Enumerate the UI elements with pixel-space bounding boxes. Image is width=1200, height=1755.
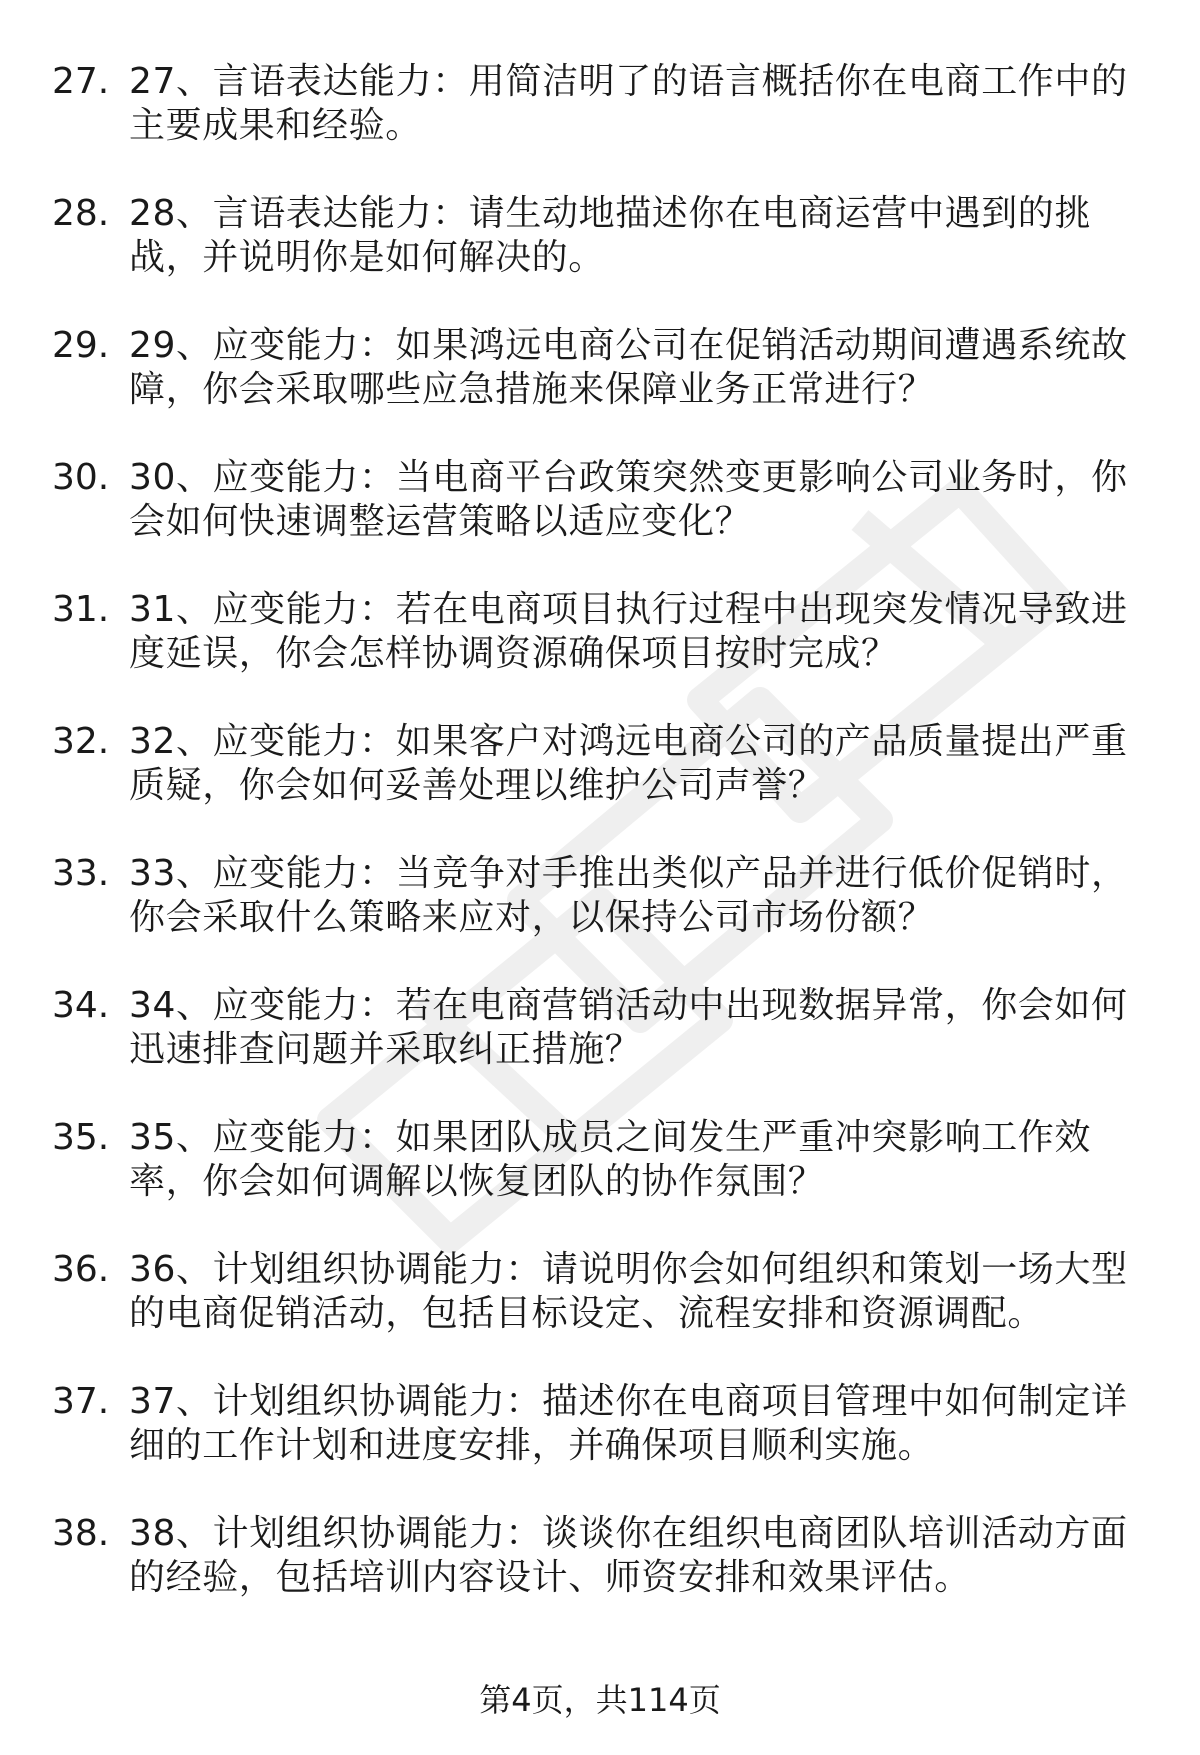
question-text: 38、计划组织协调能力：谈谈你在组织电商团队培训活动方面的经验，包括培训内容设计、师资安排和效果评估。 [129, 1513, 1128, 1598]
list-item [0, 984, 1200, 1116]
question-number: 30. [52, 457, 110, 498]
question-number: 34. [52, 985, 110, 1026]
question-number: 33. [52, 853, 110, 894]
question-text: 28、言语表达能力：请生动地描述你在电商运营中遇到的挑战，并说明你是如何解决的。 [129, 193, 1092, 278]
list-item [0, 1248, 1200, 1380]
question-number: 36. [52, 1249, 110, 1290]
list-item [0, 588, 1200, 720]
page-footer: 第4页，共114页 [479, 1681, 721, 1719]
question-text: 33、应变能力：当竞争对手推出类似产品并进行低价促销时，你会采取什么策略来应对，以保持公司市场份额？ [129, 853, 1128, 938]
list-item [0, 60, 1200, 192]
question-text: 27、言语表达能力：用简洁明了的语言概括你在电商工作中的主要成果和经验。 [129, 61, 1128, 146]
question-text: 32、应变能力：如果客户对鸿远电商公司的产品质量提出严重质疑，你会如何妥善处理以维护公司声誉？ [129, 721, 1128, 806]
question-text: 35、应变能力：如果团队成员之间发生严重冲突影响工作效率，你会如何调解以恢复团队的协作氛围？ [129, 1117, 1092, 1202]
list-item [0, 456, 1200, 588]
question-number: 29. [52, 325, 110, 366]
question-number: 37. [52, 1381, 110, 1422]
question-text: 29、应变能力：如果鸿远电商公司在促销活动期间遭遇系统故障，你会采取哪些应急措施来保障业务正常进行？ [129, 325, 1128, 410]
list-item [0, 324, 1200, 456]
question-number: 32. [52, 721, 110, 762]
question-text: 37、计划组织协调能力：描述你在电商项目管理中如何制定详细的工作计划和进度安排，并确保项目顺利实施。 [129, 1381, 1128, 1466]
list-item [0, 1380, 1200, 1512]
question-number: 27. [52, 61, 110, 102]
list-item [0, 1116, 1200, 1248]
list-item [0, 1512, 1200, 1644]
question-text: 30、应变能力：当电商平台政策突然变更影响公司业务时，你会如何快速调整运营策略以适应变化？ [129, 457, 1128, 542]
list-item [0, 852, 1200, 984]
question-number: 35. [52, 1117, 110, 1158]
question-text: 31、应变能力：若在电商项目执行过程中出现突发情况导致进度延误，你会怎样协调资源确保项目按时完成？ [129, 589, 1128, 674]
question-number: 28. [52, 193, 110, 234]
list-item [0, 720, 1200, 852]
list-item [0, 192, 1200, 324]
question-text: 34、应变能力：若在电商营销活动中出现数据异常，你会如何迅速排查问题并采取纠正措施？ [129, 985, 1128, 1070]
question-text: 36、计划组织协调能力：请说明你会如何组织和策划一场大型的电商促销活动，包括目标设定、流程安排和资源调配。 [129, 1249, 1128, 1334]
question-list [0, 60, 1200, 1644]
question-number: 31. [52, 589, 110, 630]
question-number: 38. [52, 1513, 110, 1554]
